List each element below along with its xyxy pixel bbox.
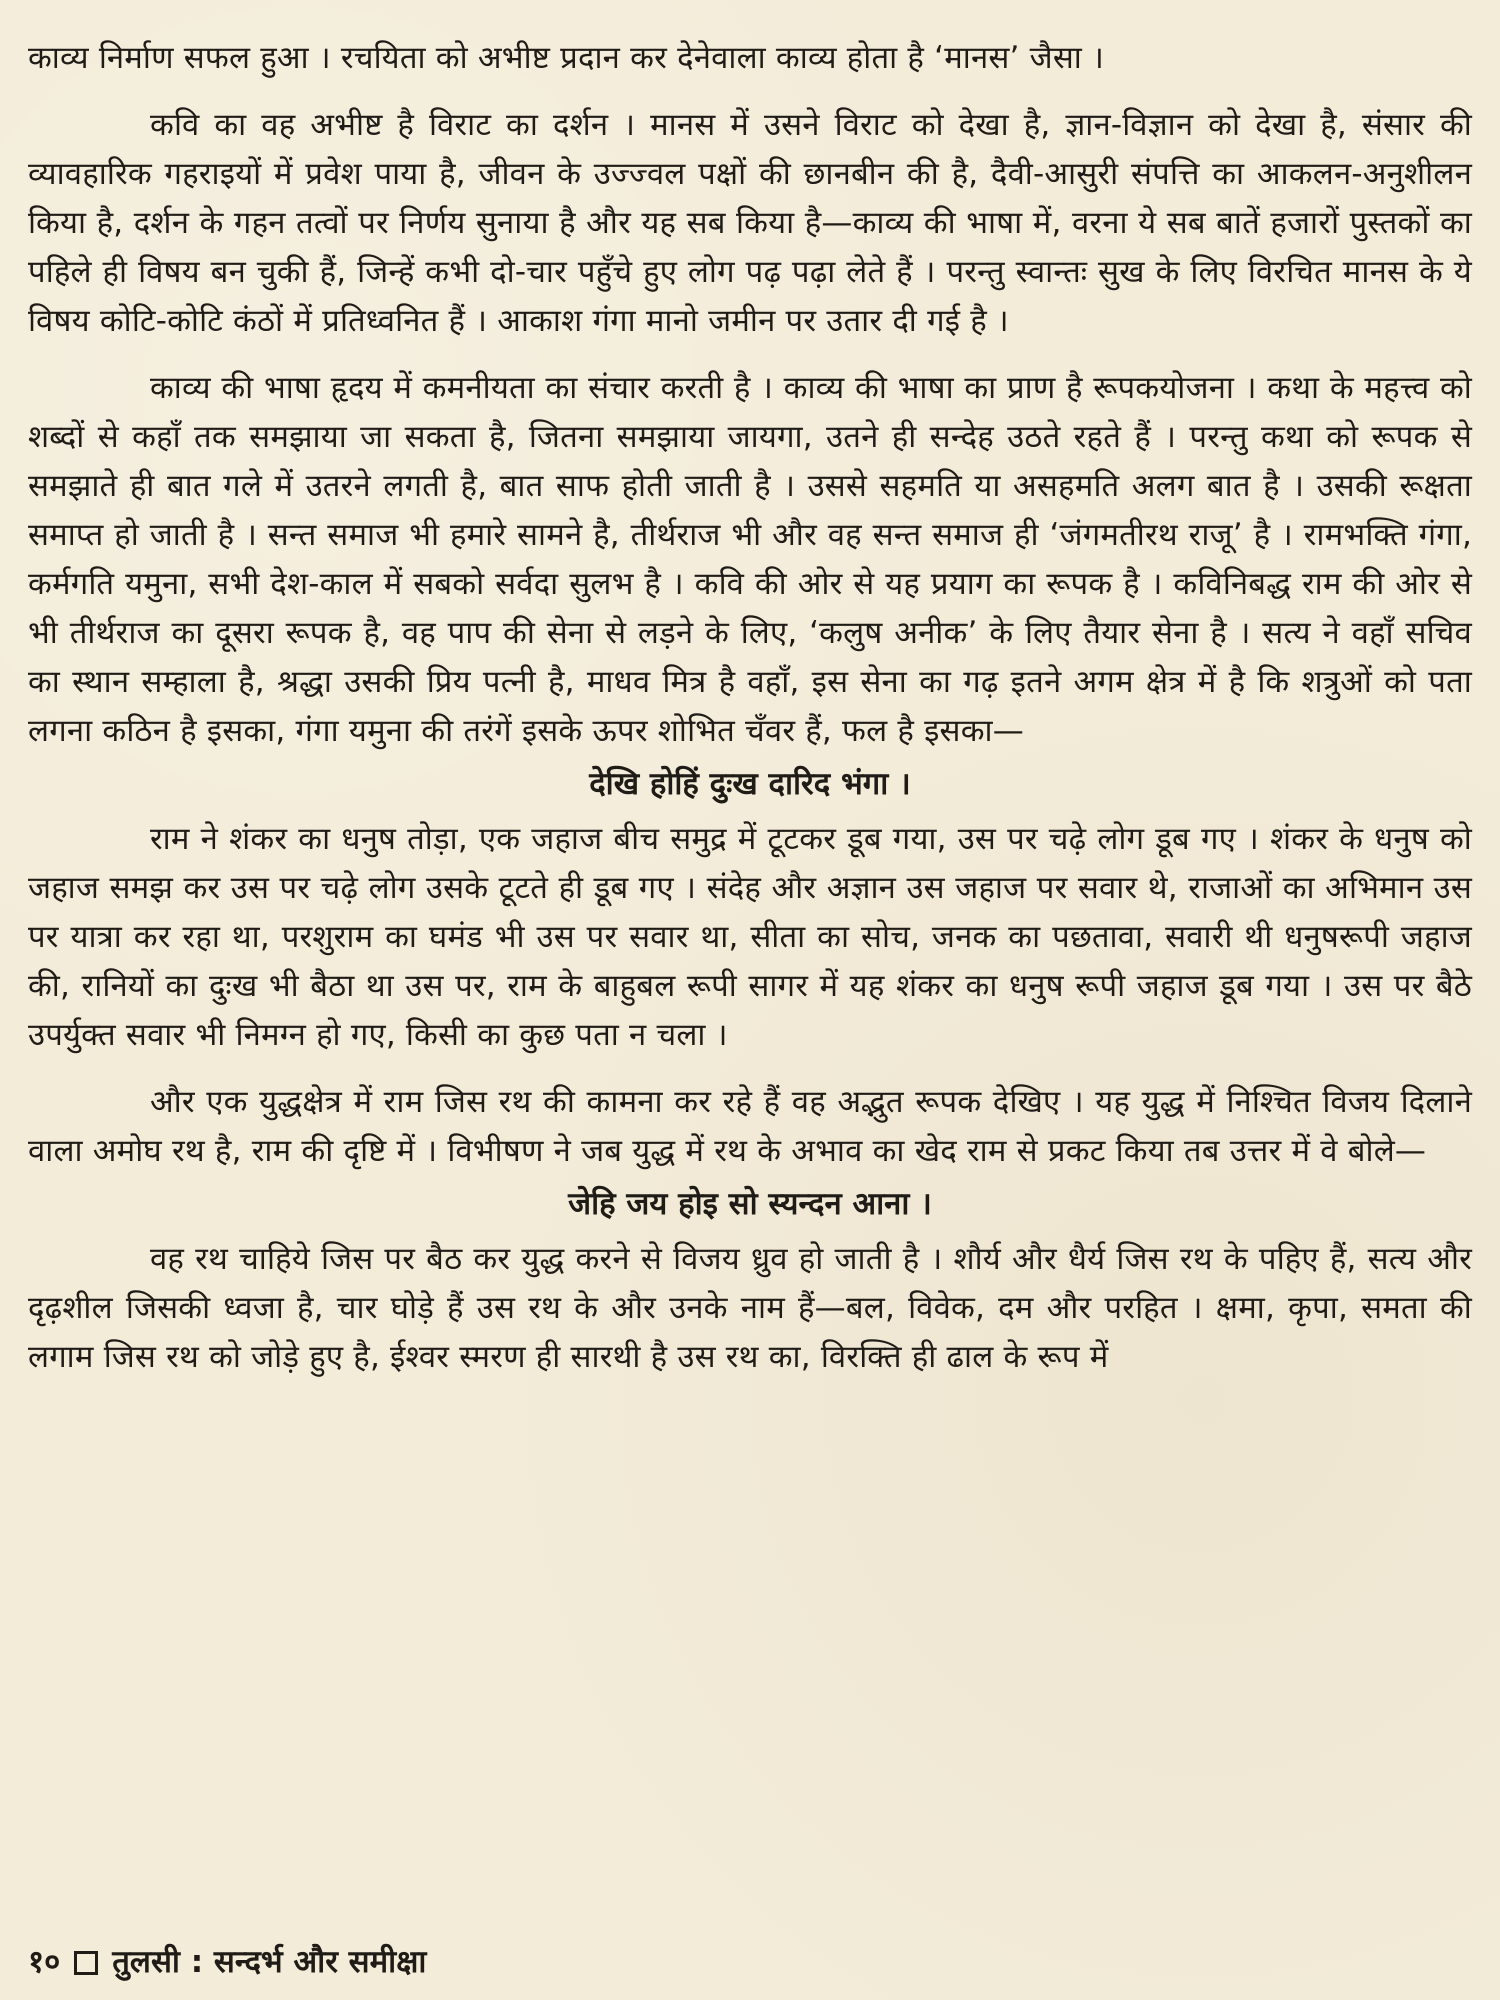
paragraph-3: काव्य की भाषा हृदय में कमनीयता का संचार करती है । काव्य की भाषा का प्राण है रूपकयोजना । कथा के महत्त्व को शब्दों से कहाँ तक समझाया जा सकता है, जितना समझाया जायगा, उतने ही सन्देह उठते रहते हैं । परन्तु कथा को रूपक से समझाते ही बात गले में उतरने लगती है, बात साफ होती जाती है । उससे सहमति या असहमति अलग बात है । उसकी रूक्षता समाप्त हो जाती है । सन्त समाज भी हमारे सामने है, तीर्थराज भी और वह सन्त समाज ही ‘जंगमतीरथ राजू’ है । रामभक्ति गंगा, कर्मगति यमुना, सभी देश-काल में सबको सर्वदा सुलभ है । कवि की ओर से यह प्रयाग का रूपक है । कविनिबद्ध राम की ओर से भी तीर्थराज का दूसरा रूपक है, वह पाप की सेना से लड़ने के लिए, ‘कलुष अनीक’ के लिए तैयार सेना है । सत्य ने वहाँ सचिव का स्थान सम्हाला है, श्रद्धा उसकी प्रिय पत्नी है, माधव मित्र है वहाँ, इस सेना का गढ़ इतने अगम क्षेत्र में है कि शत्रुओं को पता लगना कठिन है इसका, गंगा यमुना की तरंगें इसके ऊपर शोभित चँवर हैं, फल है इसका— — [28, 370, 1472, 749]
quote-2: जेहि जय होइ सो स्यन्दन आना । — [568, 1186, 932, 1222]
book-title: तुलसी : सन्दर्भ और समीक्षा — [112, 1944, 427, 1980]
paragraph-4: राम ने शंकर का धनुष तोड़ा, एक जहाज बीच समुद्र में टूटकर डूब गया, उस पर चढ़े लोग डूब गए । शंकर के धनुष को जहाज समझ कर उस पर चढ़े लोग उसके टूटते ही डूब गए । संदेह और अज्ञान उस जहाज पर सवार थे, राजाओं का अभिमान उस पर यात्रा कर रहा था, परशुराम का घमंड भी उस पर सवार था, सीता का सोच, जनक का पछतावा, सवारी थी धनुषरूपी जहाज की, रानियों का दुःख भी बैठा था उस पर, राम के बाहुबल रूपी सागर में यह शंकर का धनुष रूपी जहाज डूब गया । उस पर बैठे उपर्युक्त सवार भी निमग्न हो गए, किसी का कुछ पता न चला । — [28, 821, 1472, 1053]
paragraph-6: वह रथ चाहिये जिस पर बैठ कर युद्ध करने से विजय ध्रुव हो जाती है । शौर्य और धैर्य जिस रथ के पहिए हैं, सत्य और दृढ़शील जिसकी ध्वजा है, चार घोड़े हैं उस रथ के और उनके नाम हैं—बल, विवेक, दम और परहित । क्षमा, कृपा, समता की लगाम जिस रथ को जोड़े हुए है, ईश्वर स्मरण ही सारथी है उस रथ का, विरक्ति ही ढाल के रूप में — [28, 1241, 1472, 1375]
page-number: १० — [28, 1944, 61, 1980]
paragraph-2: कवि का वह अभीष्ट है विराट का दर्शन । मानस में उसने विराट को देखा है, ज्ञान-विज्ञान को देखा है, संसार की व्यावहारिक गहराइयों में प्रवेश पाया है, जीवन के उज्ज्वल पक्षों की छानबीन की है, दैवी-आसुरी संपत्ति का आकलन-अनुशीलन किया है, दर्शन के गहन तत्वों पर निर्णय सुनाया है और यह सब किया है—काव्य की भाषा में, वरना ये सब बातें हजारों पुस्तकों का पहिले ही विषय बन चुकी हैं, जिन्हें कभी दो-चार पहुँचे हुए लोग पढ़ पढ़ा लेते हैं । परन्तु स्वान्तः सुख के लिए विरचित मानस के ये विषय कोटि-कोटि कंठों में प्रतिध्वनित हैं । आकाश गंगा मानो जमीन पर उतार दी गई है । — [28, 107, 1472, 339]
paragraph-5: और एक युद्धक्षेत्र में राम जिस रथ की कामना कर रहे हैं वह अद्भुत रूपक देखिए । यह युद्ध में निश्चित विजय दिलाने वाला अमोघ रथ है, राम की दृष्टि में । विभीषण ने जब युद्ध में रथ के अभाव का खेद राम से प्रकट किया तब उत्तर में वे बोले— — [28, 1084, 1472, 1169]
square-icon — [74, 1951, 98, 1975]
paragraph-1: काव्य निर्माण सफल हुआ । रचयिता को अभीष्ट प्रदान कर देनेवाला काव्य होता है ‘मानस’ जैसा । — [28, 40, 1105, 76]
page-footer — [28, 1942, 426, 1982]
main-text-block — [28, 34, 1472, 1382]
quote-1: देखि होहिं दुःख दारिद भंगा । — [589, 766, 911, 802]
